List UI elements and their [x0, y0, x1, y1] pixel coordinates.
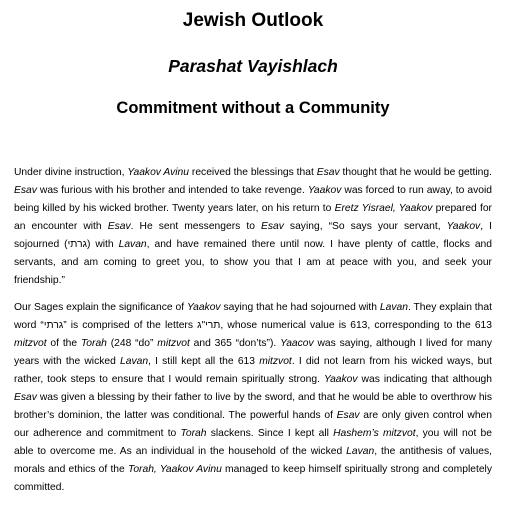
italic-term: Eretz Yisrael, Yaakov	[334, 203, 433, 214]
italic-term: Lavan	[118, 239, 147, 250]
text-run: of the	[46, 338, 81, 349]
text-run: . He sent messengers to	[130, 221, 261, 232]
document-title: Jewish Outlook	[182, 10, 324, 31]
italic-term: mitzvot	[14, 338, 47, 349]
text-run: Our Sages explain the significance of	[14, 302, 187, 313]
italic-term: Esav	[336, 410, 360, 421]
italic-term: Esav	[107, 221, 131, 232]
italic-term: Hashem’s mitzvot	[333, 428, 416, 439]
italic-term: Lavan	[379, 302, 408, 313]
text-run: , the antithesis of values, morals and ethics of the	[14, 446, 492, 475]
paragraph-1	[14, 164, 492, 290]
text-run: , you will not be able to overcome me. As an individual in the household of the wicked	[14, 428, 492, 457]
article-heading: Commitment without a Community	[116, 99, 390, 117]
text-run: are only given control when our adherence and commitment to	[14, 410, 492, 439]
italic-term: mitzvot	[259, 356, 292, 367]
italic-term: Torah	[180, 428, 207, 439]
italic-term: mitzvot	[157, 338, 190, 349]
text-run: (248 “do”	[106, 338, 158, 349]
italic-term: Lavan	[120, 356, 149, 367]
text-run: . I did not learn from his wicked ways, but rather, took steps to ensure that I would remain spiritually strong.	[14, 356, 492, 385]
parasha-subtitle: Parashat Vayishlach	[168, 56, 338, 76]
italic-term: Yaakov	[307, 185, 342, 196]
italic-term: Yaacov	[280, 338, 314, 349]
text-run: saying that he had sojourned with	[220, 302, 380, 313]
italic-term: Esav	[14, 185, 37, 196]
text-run: slackens. Since I kept all	[206, 428, 334, 439]
italic-term: Esav	[316, 167, 340, 178]
text-run: Under divine instruction,	[14, 167, 128, 178]
text-run: , and have remained there until now. I have plenty of cattle, flocks and servants, and am coming to greet you, to show you that I am at peace with you, and seek your friendship.”	[14, 239, 493, 286]
italic-term: Yaakov Avinu	[127, 167, 190, 178]
italic-term: Torah	[80, 338, 107, 349]
text-run: was given a blessing by their father to live by the sword, and that he would be able to overthrow his brother’s dominion, the latter was conditional. The powerful hands of	[14, 392, 492, 421]
text-run: and 365 “don’ts”).	[189, 338, 281, 349]
italic-term: Torah, Yaakov Avinu	[127, 464, 222, 475]
text-run: was furious with his brother and intended to take revenge.	[36, 185, 308, 196]
text-run: was indicating that although	[357, 374, 492, 385]
text-run: prepared for an encounter with	[14, 203, 492, 232]
text-run: received the blessings that	[189, 167, 317, 178]
text-run: thought that he would be getting.	[339, 167, 492, 178]
italic-term: Lavan	[346, 446, 375, 457]
text-run: . They explain that word “גרתי” is comprised of the letters תרי"ג, whose numerical value is 613, corresponding to the 613	[14, 302, 493, 331]
text-run: was forced to run away, to avoid being killed by his wicked brother. Twenty years later, on his return to	[14, 185, 492, 214]
paragraph-2	[14, 299, 492, 497]
text-run: , I still kept all the 613	[148, 356, 260, 367]
text-run: , I sojourned (גרתי) with	[14, 221, 492, 250]
italic-term: Yaakov	[323, 374, 358, 385]
italic-term: Esav	[14, 392, 37, 403]
text-run: managed to keep himself spiritually strong and completely committed.	[14, 464, 492, 493]
text-run: was saying, although I lived for many years with the wicked	[14, 338, 492, 367]
italic-term: Yaakov	[187, 302, 221, 313]
italic-term: Esav	[260, 221, 284, 232]
text-run: saying, “So says your servant,	[283, 221, 447, 232]
article-body	[14, 164, 492, 497]
italic-term: Yaakov	[446, 221, 481, 232]
